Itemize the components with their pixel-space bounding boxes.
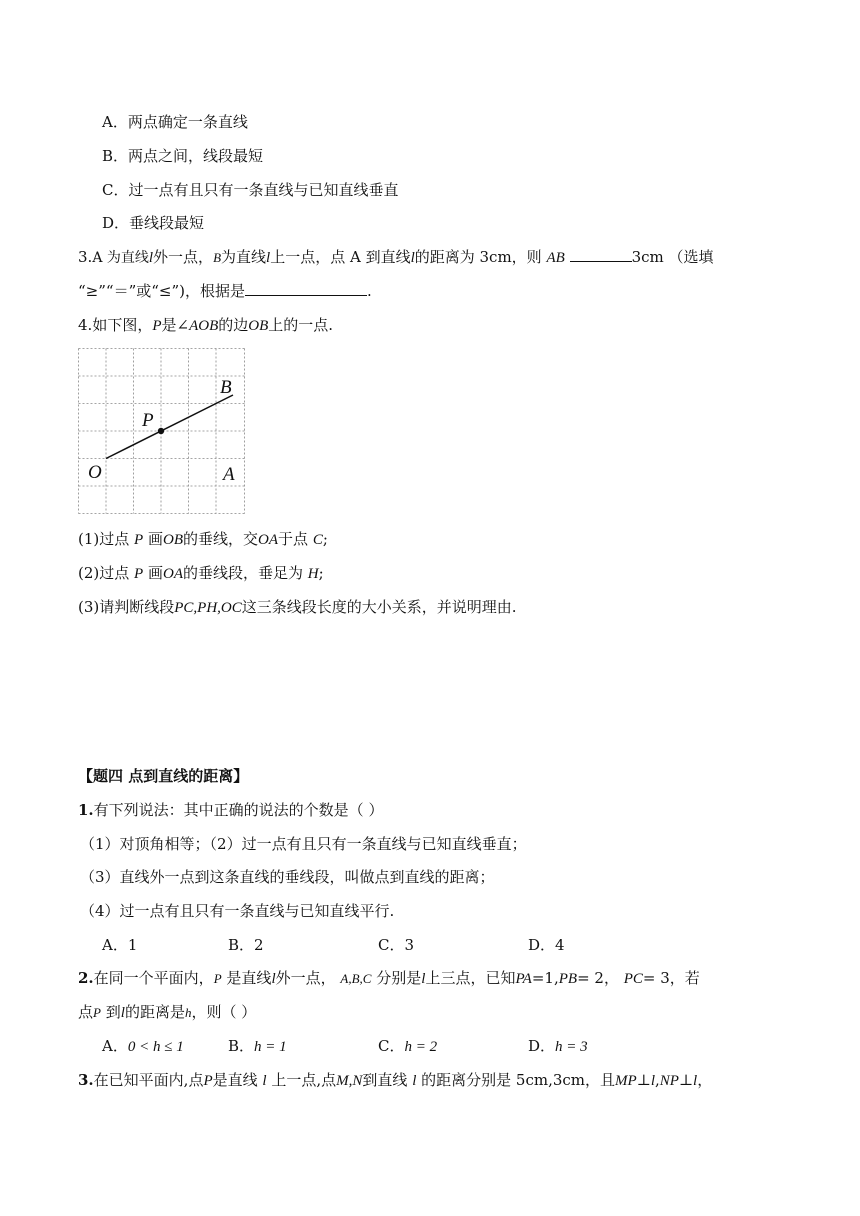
option-d: D．垂线段最短	[102, 214, 205, 232]
var-b: B	[213, 250, 222, 265]
question-3-line2: “≥”“＝”或“≤”)，根据是 .	[78, 282, 372, 300]
s3-line1: 3.在已知平面内,点P是直线 l 上一点,点M,N到直线 l 的距离分别是 5cm,3cm，且MP⊥l,NP⊥l，	[78, 1071, 713, 1089]
label-o: O	[88, 462, 102, 483]
section-title: 【题四 点到直线的距离】	[78, 767, 249, 785]
s1-option-c: C．3	[378, 936, 415, 954]
s1-option-a: A．1	[102, 936, 138, 954]
q4-sub1: (1)过点 P 画OB的垂线，交OA于点 C;	[78, 530, 328, 548]
question-3-line1: 3.A 为直线l外一点，B为直线l上一点，点 A 到直线l的距离为 3cm，则 AB 3cm （选填	[78, 248, 714, 266]
s2-option-d: D．h = 3	[528, 1037, 588, 1055]
reason-blank[interactable]	[245, 281, 367, 296]
s2-line1: 2.在同一个平面内，P 是直线l外一点， A,B,C 分别是l上三点，已知PA=1,PB= 2， PC= 3，若	[78, 969, 700, 987]
option-a: A．两点确定一条直线	[102, 113, 248, 131]
q4-sub3: (3)请判断线段PC,PH,OC这三条线段长度的大小关系，并说明理由.	[78, 598, 517, 616]
q4-sub2: (2)过点 P 画OA的垂线段，垂足为 H;	[78, 564, 324, 582]
s2-option-c: C．h = 2	[378, 1037, 438, 1055]
ray-ob	[106, 395, 233, 459]
label-a: A	[223, 464, 235, 485]
s1-option-d: D．4	[528, 936, 565, 954]
label-b: B	[220, 377, 232, 398]
s1-item3: （3）直线外一点到这条直线的垂线段，叫做点到直线的距离；	[80, 868, 495, 886]
var-l: l	[148, 250, 154, 266]
s2-option-b: B．h = 1	[228, 1037, 287, 1055]
s2-line2: 点P 到l的距离是h，则（ ）	[78, 1003, 257, 1021]
option-b: B．两点之间，线段最短	[102, 147, 264, 165]
s1-item1: （1）对顶角相等；（2）过一点有且只有一条直线与已知直线垂直；	[80, 835, 527, 853]
point-p	[158, 428, 164, 434]
question-4-stem: 4.如下图，P是∠AOB的边OB上的一点.	[78, 316, 334, 334]
question-number: 3.	[78, 248, 93, 266]
answer-blank[interactable]	[570, 247, 632, 262]
s1-option-b: B．2	[228, 936, 264, 954]
s2-option-a: A．0 < h ≤ 1	[102, 1037, 184, 1055]
s1-stem: 1.有下列说法：其中正确的说法的个数是（ ）	[78, 801, 384, 819]
option-c: C．过一点有且只有一条直线与已知直线垂直	[102, 181, 399, 199]
label-p: P	[142, 410, 154, 431]
grid-figure	[78, 348, 246, 514]
var-ab: AB	[546, 250, 565, 266]
s1-item4: （4）过一点有且只有一条直线与已知直线平行.	[80, 902, 395, 920]
